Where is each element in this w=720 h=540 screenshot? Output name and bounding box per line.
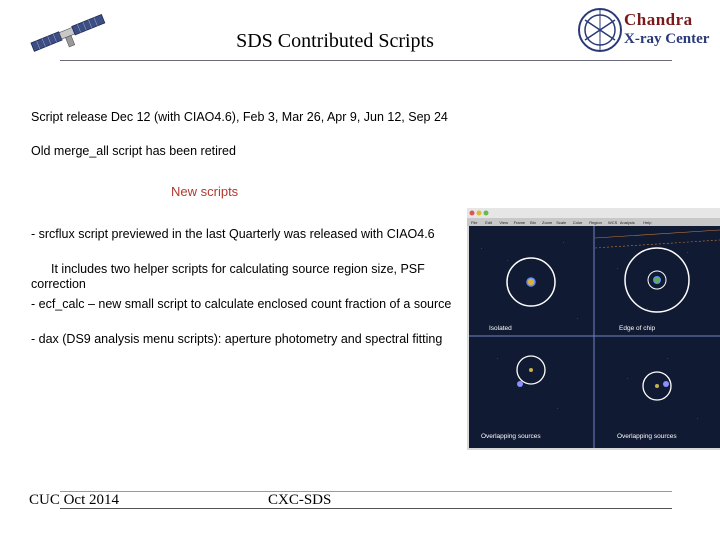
slide-title: SDS Contributed Scripts	[236, 30, 434, 52]
ds9-menu-item[interactable]: Analysis	[619, 220, 635, 225]
logo-text-chandra: Chandra	[624, 10, 693, 29]
window-zoom-icon	[484, 211, 489, 216]
ds9-panel-label: Overlapping sources	[481, 433, 541, 440]
ds9-menu-item[interactable]: View	[499, 220, 509, 225]
logo-text-xray-center: X-ray Center	[624, 31, 710, 47]
chandra-logo	[574, 4, 720, 56]
ds9-panel-label: Overlapping sources	[617, 433, 677, 440]
footer-divider	[60, 508, 672, 509]
ds9-menu-item[interactable]: Bin	[530, 220, 536, 225]
ds9-menu-item[interactable]: WCS	[608, 220, 618, 225]
retired-line: Old merge_all script has been retired	[31, 144, 236, 158]
window-close-icon	[470, 211, 475, 216]
new-scripts-heading: New scripts	[171, 184, 239, 199]
release-line: Script release Dec 12 (with CIAO4.6), Feb 3, Mar 26, Apr 9, Jun 12, Sep 24	[31, 110, 448, 124]
overlap-source-3	[663, 381, 669, 387]
ds9-screenshot	[467, 208, 720, 450]
header-divider	[60, 60, 672, 61]
isolated-source	[527, 278, 535, 286]
ds9-menu-item[interactable]: Help	[643, 220, 652, 225]
ds9-menu-item[interactable]: Frame	[513, 220, 526, 225]
overlap-source-4	[655, 384, 659, 388]
bullet-srcflux-detail	[31, 262, 471, 292]
ds9-panel-label: Edge of chip	[619, 325, 656, 332]
ds9-menu-item[interactable]: Edit	[485, 220, 493, 225]
ds9-panel-label: Isolated	[489, 325, 512, 332]
overlap-source-2	[517, 381, 523, 387]
overlap-source-1	[529, 368, 533, 372]
bullet-srcflux-detail-text: It includes two helper scripts for calculating source region size, PSF correction	[31, 262, 425, 291]
bullet-srcflux: - srcflux script previewed in the last Quarterly was released with CIAO4.6	[31, 227, 435, 241]
footer-org: CXC-SDS	[268, 492, 332, 508]
bullet-ecf-calc: - ecf_calc – new small script to calculate enclosed count fraction of a source	[31, 297, 452, 311]
bullet-dax: - dax (DS9 analysis menu scripts): aperture photometry and spectral fitting	[31, 332, 443, 346]
window-minimize-icon	[477, 211, 482, 216]
ds9-menu-item[interactable]: Color	[572, 220, 583, 225]
ds9-menu-item[interactable]: Zoom	[542, 220, 553, 225]
edge-source	[654, 277, 661, 284]
ds9-menu-item[interactable]: Scale	[556, 220, 567, 225]
chandra-emblem-icon	[576, 6, 624, 54]
footer-date: CUC Oct 2014	[29, 492, 119, 508]
ds9-menu-item[interactable]: File	[471, 220, 478, 225]
ds9-menu-item[interactable]: Region	[589, 220, 602, 225]
footer-divider-top	[60, 491, 672, 492]
